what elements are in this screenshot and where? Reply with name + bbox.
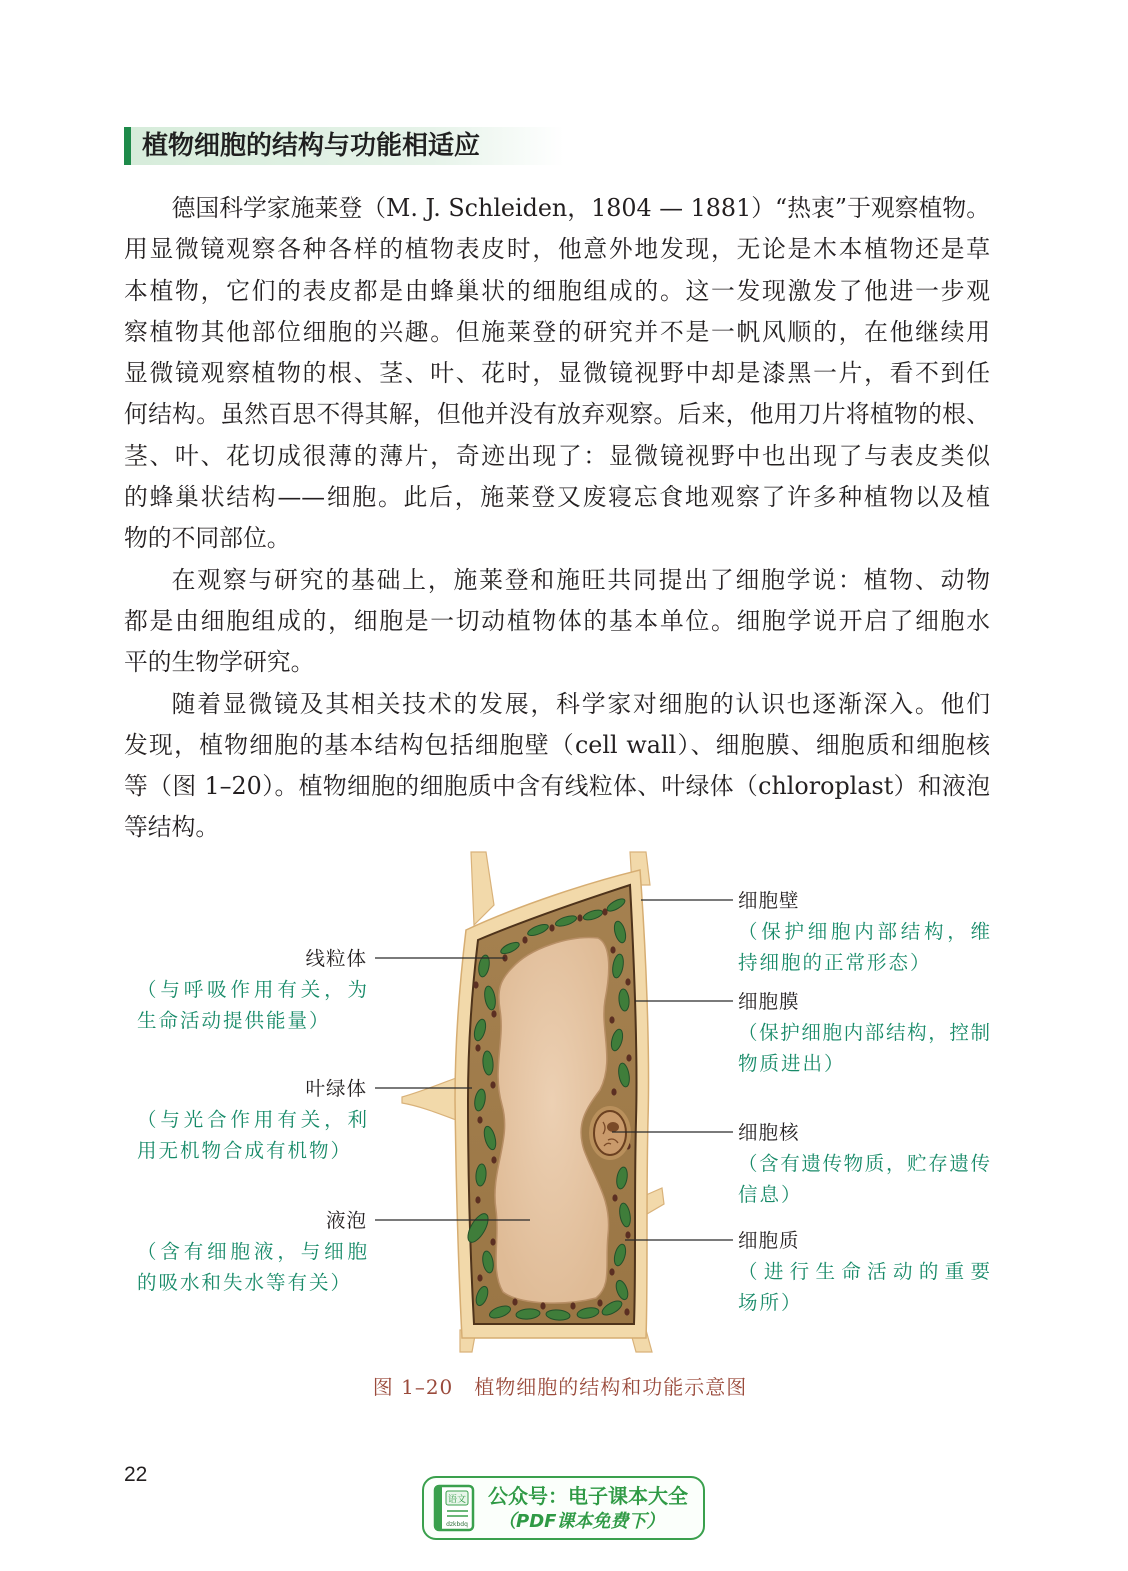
cell-wall-extension <box>646 1188 664 1214</box>
text-line: 察植物其他部位细胞的兴趣。但施莱登的研究并不是一帆风顺的，在他继续用 <box>124 317 990 346</box>
text-line: 显微镜观察植物的根、茎、叶、花时，显微镜视野中却是漆黑一片，看不到任 <box>124 359 990 388</box>
label-desc: 场所） <box>738 1290 803 1314</box>
text-line: 平的生物学研究。 <box>124 648 315 677</box>
mitochondrion <box>491 1156 496 1163</box>
mitochondrion <box>549 924 554 931</box>
book-spine <box>435 1486 442 1530</box>
label-chloroplast <box>137 1073 367 1166</box>
label-name: 细胞壁 <box>738 888 800 912</box>
label-name: 细胞质 <box>738 1228 800 1252</box>
mitochondrion <box>512 1298 517 1305</box>
text-line: 用显微镜观察各种各样的植物表皮时，他意外地发现，无论是木本植物还是草 <box>124 235 990 264</box>
label-desc: （含有遗传物质，贮存遗传 <box>738 1151 990 1175</box>
label-desc: 物质进出） <box>738 1051 846 1075</box>
label-cell-wall <box>738 885 990 978</box>
mitochondrion <box>602 908 607 915</box>
mitochondrion <box>490 1238 495 1245</box>
paragraph <box>124 684 990 849</box>
text-line: 都是由细胞组成的，细胞是一切动植物体的基本单位。细胞学说开启了细胞水 <box>124 606 990 635</box>
label-desc: 生命活动提供能量） <box>137 1008 331 1032</box>
mitochondrion <box>473 981 478 988</box>
nucleus <box>594 1111 626 1155</box>
label-desc: （与光合作用有关，利 <box>137 1107 367 1131</box>
label-desc: （含有细胞液，与细胞 <box>137 1239 367 1263</box>
text-line: 等结构。 <box>124 813 220 842</box>
label-vacuole <box>137 1205 367 1298</box>
label-nucleus <box>738 1117 990 1210</box>
book-tag-text: 语文 <box>447 1495 467 1505</box>
paragraph <box>124 560 990 684</box>
label-mitochondrion <box>137 943 367 1036</box>
book-icon <box>432 1483 478 1533</box>
section-accent-bar <box>124 127 131 165</box>
label-name: 线粒体 <box>305 946 367 970</box>
mitochondrion <box>477 1274 482 1281</box>
book-sub-text: dzkbdq <box>446 1521 468 1528</box>
watermark-badge <box>422 1476 705 1540</box>
mitochondrion <box>522 936 527 943</box>
mitochondrion <box>475 1196 480 1203</box>
text-line: 在观察与研究的基础上，施莱登和施旺共同提出了细胞学说：植物、动物 <box>171 565 990 594</box>
body-text <box>124 188 990 849</box>
mitochondrion <box>609 1268 614 1275</box>
cell-wall-extension <box>471 852 494 925</box>
mitochondrion <box>625 1231 630 1238</box>
mitochondrion <box>612 1194 617 1201</box>
mitochondrion <box>490 1081 495 1088</box>
label-desc: 信息） <box>738 1182 803 1206</box>
label-name: 叶绿体 <box>305 1076 367 1100</box>
text-line: 何结构。虽然百思不得其解，但他并没有放弃观察。后来，他用刀片将植物的根、 <box>124 400 990 429</box>
section-header <box>124 127 564 165</box>
label-desc: （进行生命活动的重要 <box>738 1259 990 1283</box>
label-cell-membrane <box>738 986 990 1079</box>
mitochondrion <box>624 1308 629 1315</box>
label-desc: 用无机物合成有机物） <box>137 1138 353 1162</box>
label-desc: 的吸水和失水等有关） <box>137 1270 353 1294</box>
text-line: 等（图 1–20）。植物细胞的细胞质中含有线粒体、叶绿体（chloroplast）和液泡 <box>124 772 990 801</box>
mitochondrion <box>626 1054 631 1061</box>
label-desc: （保护细胞内部结构，维 <box>738 919 990 943</box>
mitochondrion <box>475 1044 480 1051</box>
text-line: 的蜂巢状结构——细胞。此后，施莱登又废寝忘食地观察了许多种植物以及植 <box>124 483 990 512</box>
cell-wall-extension <box>402 1078 456 1120</box>
text-line: 德国科学家施莱登（M. J. Schleiden，1804 — 1881）“热衷”于观察植物。 <box>171 194 990 222</box>
label-name: 细胞膜 <box>738 989 800 1013</box>
text-line: 随着显微镜及其相关技术的发展，科学家对细胞的认识也逐渐深入。他们 <box>171 689 990 718</box>
text-line: 物的不同部位。 <box>124 524 291 553</box>
mitochondrion <box>577 914 582 921</box>
text-line: 发现，植物细胞的基本结构包括细胞壁（cell wall）、细胞膜、细胞质和细胞核 <box>124 730 990 759</box>
watermark-line2: （PDF课本免费下） <box>498 1511 665 1532</box>
mitochondrion <box>491 1010 496 1017</box>
mitochondrion <box>625 978 630 985</box>
label-name: 液泡 <box>325 1208 367 1232</box>
label-desc: （保护细胞内部结构，控制 <box>738 1020 990 1044</box>
label-desc: （与呼吸作用有关，为 <box>137 977 367 1001</box>
label-cytoplasm <box>738 1225 990 1318</box>
label-name: 细胞核 <box>738 1120 800 1144</box>
label-desc: 持细胞的正常形态） <box>738 950 932 974</box>
page-number: 22 <box>124 1463 148 1486</box>
paragraph <box>124 188 990 560</box>
mitochondrion <box>477 1116 482 1123</box>
figure-caption: 图 1–20 植物细胞的结构和功能示意图 <box>372 1375 748 1399</box>
section-title: 植物细胞的结构与功能相适应 <box>142 131 481 161</box>
mitochondrion <box>611 1088 616 1095</box>
nucleolus <box>607 1122 619 1132</box>
nucleus-group <box>589 1106 631 1160</box>
mitochondrion <box>597 1299 602 1306</box>
text-line: 本植物，它们的表皮都是由蜂巢状的细胞组成的。这一发现激发了他进一步观 <box>124 276 990 305</box>
text-line: 茎、叶、花切成很薄的薄片，奇迹出现了：显微镜视野中也出现了与表皮类似 <box>124 441 990 470</box>
mitochondrion <box>570 1302 575 1309</box>
mitochondrion <box>610 946 615 953</box>
mitochondrion <box>540 1302 545 1309</box>
watermark-line1: 公众号：电子课本大全 <box>488 1484 688 1508</box>
mitochondrion <box>609 1016 614 1023</box>
